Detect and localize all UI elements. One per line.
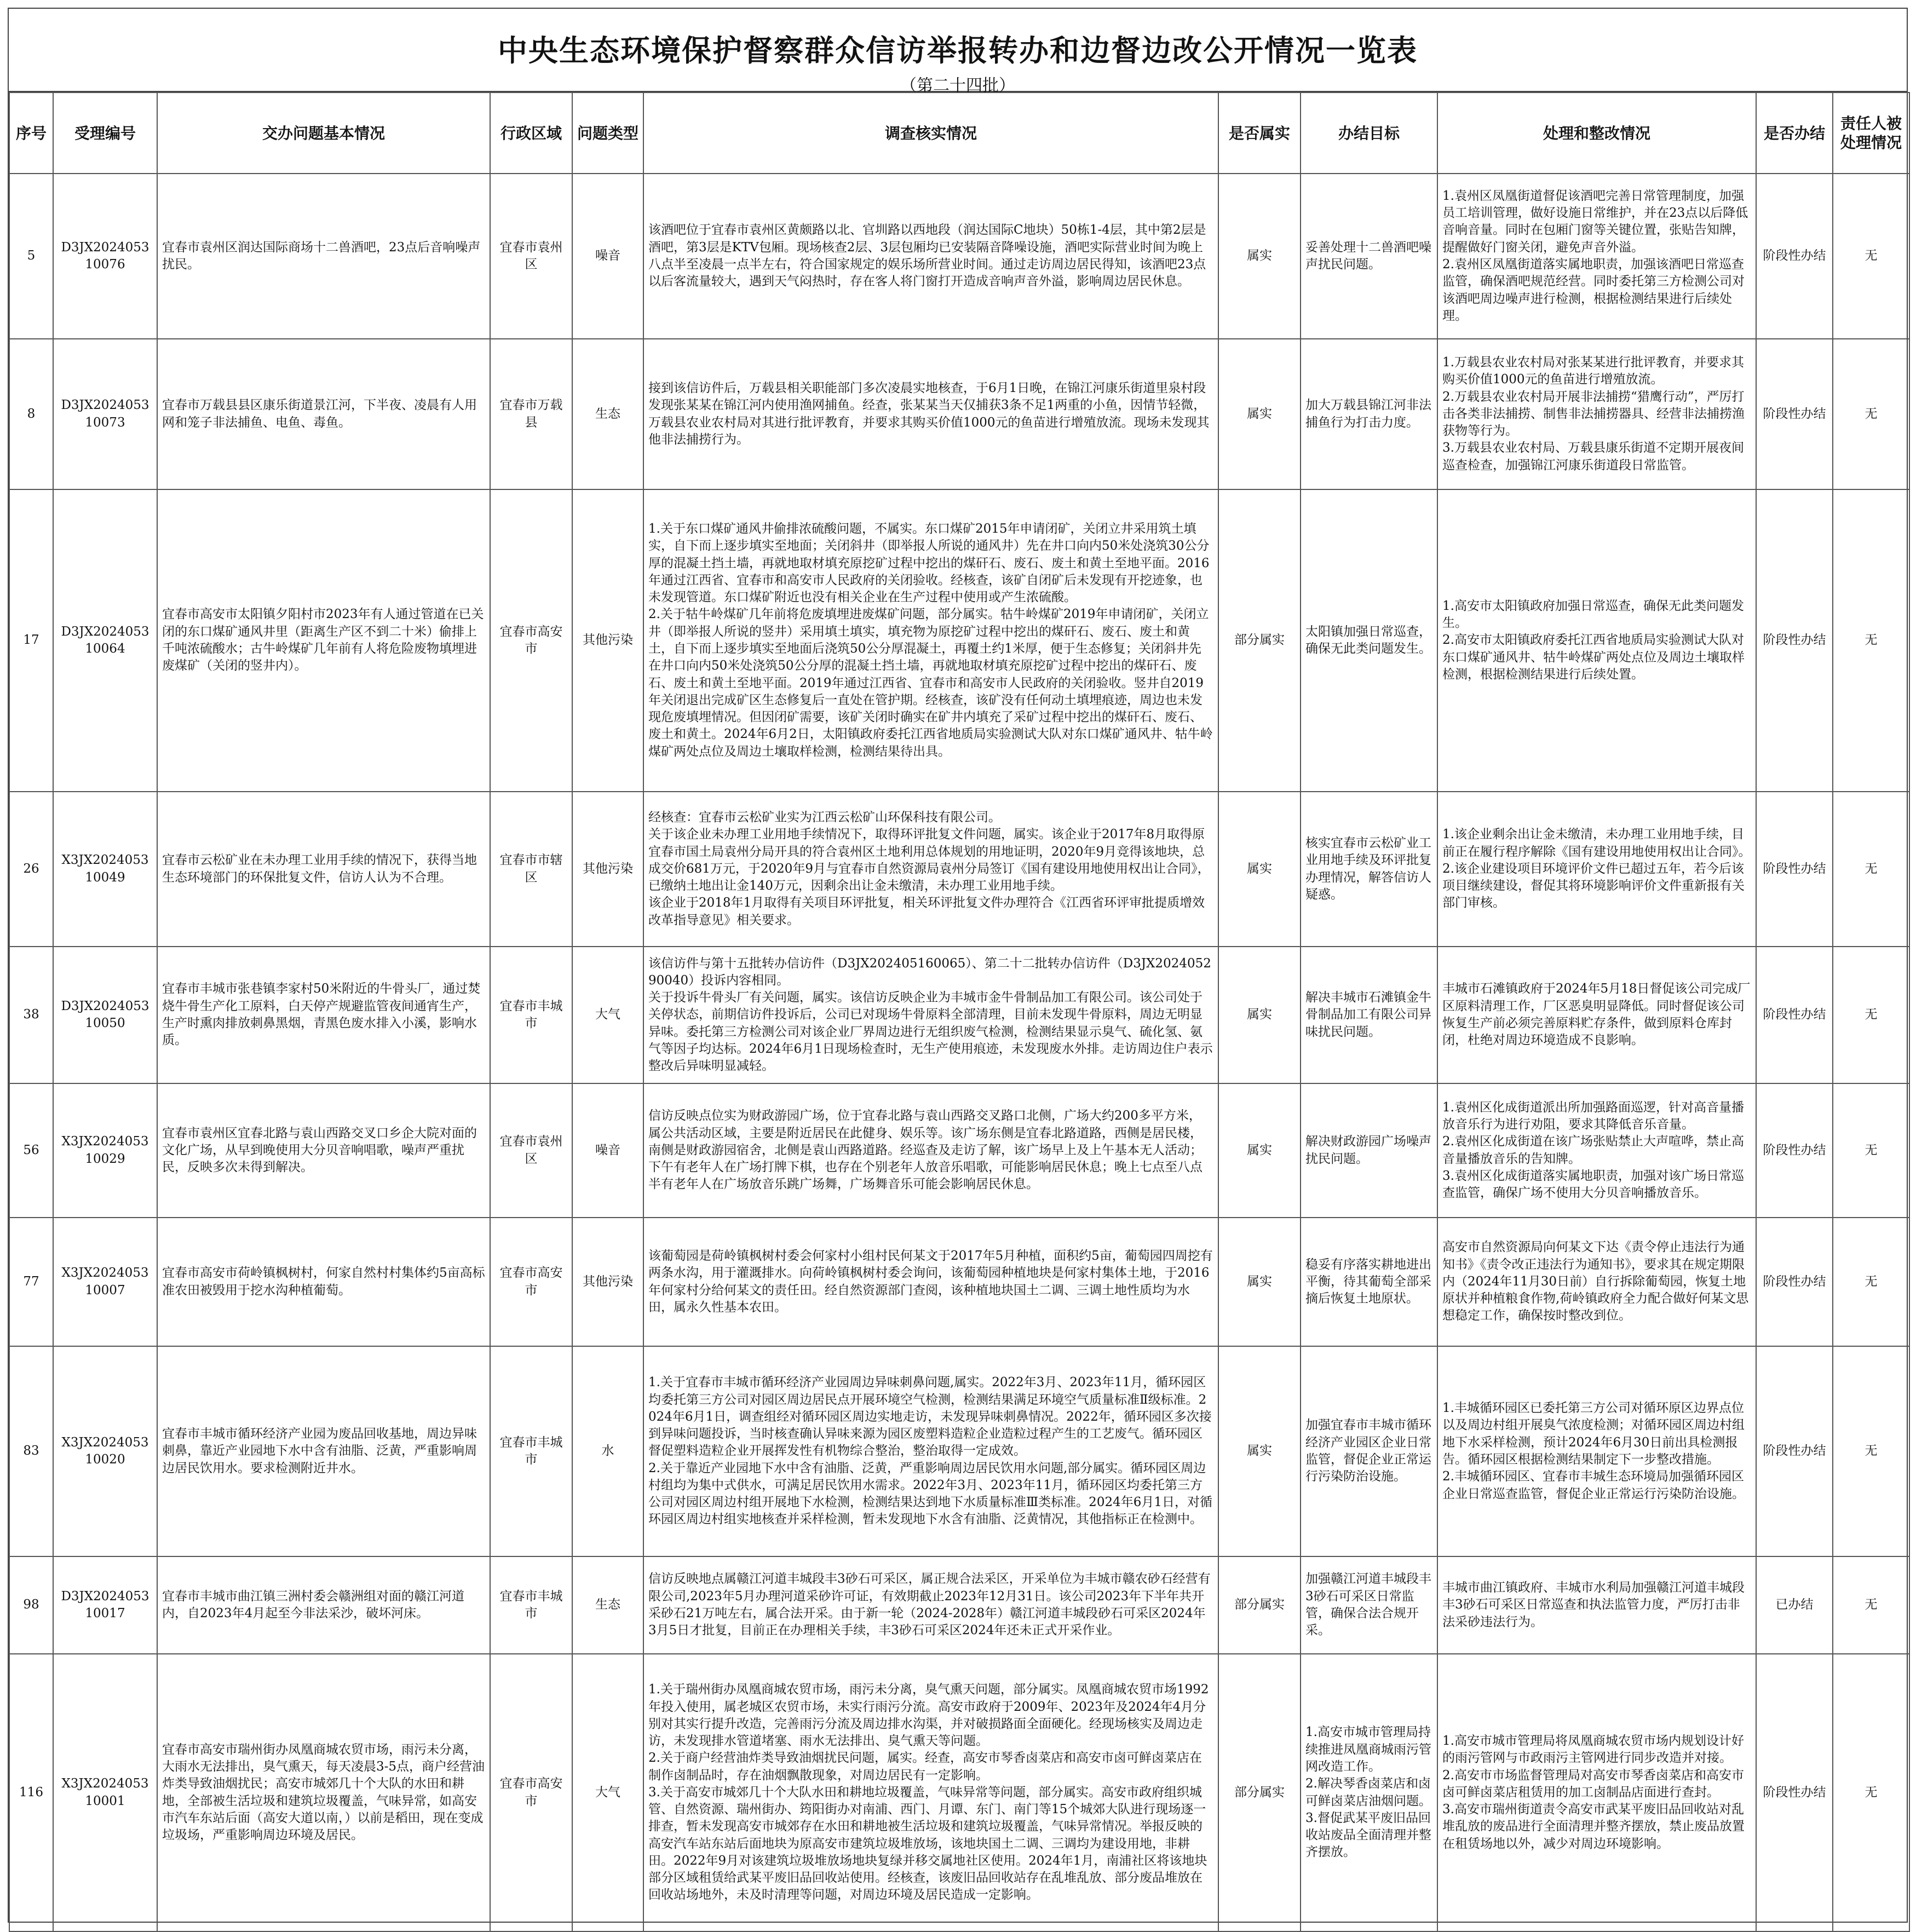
cell-accountability: 无 [1833, 1218, 1909, 1346]
cell-rectification-paragraph: 2.高安市市场监督管理局对高安市琴香卤菜店和高安市卤可鲜卤菜店租赁用的加工卤制品店面进行查封。 [1442, 1768, 1744, 1800]
cell-rectification-paragraph: 3.袁州区化成街道落实属地职责，加强对该广场日常巡查监管，确保广场不使用大分贝音响播放音乐。 [1442, 1168, 1744, 1201]
cell-completed: 阶段性办结 [1756, 1218, 1833, 1346]
table-row [9, 174, 1909, 339]
cell-investigation [643, 174, 1218, 339]
header-region: 行政区域 [490, 93, 572, 174]
cell-type: 噪音 [572, 1083, 643, 1218]
cell-accountability: 无 [1833, 1083, 1909, 1218]
cell-rectification-paragraph: 2.万载县农业农村局开展非法捕捞“猎鹰行动”，严厉打击各类非法捕捞、制售非法捕捞器具、经营非法捕捞渔获物等行为。 [1442, 389, 1745, 439]
cell-accountability: 无 [1833, 1654, 1909, 1931]
cell-case-id: D3JX202405310073 [53, 339, 157, 489]
cell-rectification-paragraph: 2.丰城循环园区、宜春市丰城生态环境局加强循环园区企业日常巡查监管，督促企业正常运行污染防治设施。 [1442, 1469, 1745, 1501]
cell-rectification [1437, 792, 1756, 947]
cell-completed: 阶段性办结 [1756, 792, 1833, 947]
cell-investigation [643, 1556, 1218, 1654]
cell-investigation [643, 1346, 1218, 1556]
cell-case-id: X3JX202405310007 [53, 1218, 157, 1346]
cell-rectification [1437, 1556, 1756, 1654]
cell-accountability: 无 [1833, 792, 1909, 947]
cell-index: 56 [9, 1083, 53, 1218]
cell-index: 5 [9, 174, 53, 339]
table-row [9, 339, 1909, 489]
cell-verified: 部分属实 [1218, 1654, 1301, 1931]
header-completed: 是否办结 [1756, 93, 1833, 174]
page-subtitle: （第二十四批） [900, 76, 1015, 95]
cell-case-id: D3JX202405310064 [53, 489, 157, 792]
table-row [9, 489, 1909, 792]
cell-issue: 宜春市袁州区润达国际商场十二兽酒吧，23点后音响噪声扰民。 [157, 174, 490, 339]
cell-goal: 稳妥有序落实耕地进出平衡，待其葡萄全部采摘后恢复土地原状。 [1301, 1218, 1437, 1346]
cell-region: 宜春市丰城市 [490, 947, 572, 1083]
cell-index: 83 [9, 1346, 53, 1556]
table-row [9, 1556, 1909, 1654]
cell-investigation-paragraph: 该酒吧位于宜春市袁州区黄颇路以北、官圳路以西地段（润达国际C地块）50栋1-4层，其中第2层是酒吧，第3层是KTV包厢。现场核查2层、3层包厢均已安装隔音降噪设施，酒吧实际营业时间为晚上八点半至凌晨一点半左右，符合国家规定的娱乐场所营业时间。通过走访周边居民得知，该酒吧23点以后客流量较大，遇到天气闷热时，存在客人将门窗打开造成音响声音外溢，影响周边居民休息。 [648, 223, 1206, 289]
header-goal: 办结目标 [1301, 93, 1437, 174]
cell-rectification-paragraph: 3.高安市瑞州街道责令高安市武某平废旧品回收站对乱堆乱放的废品进行全面清理并整齐摆放，禁止废品放置在租赁场地以外，减少对周边环境影响。 [1442, 1802, 1745, 1851]
cell-case-id: X3JX202405310001 [53, 1654, 157, 1931]
cell-rectification [1437, 1218, 1756, 1346]
cell-investigation [643, 339, 1218, 489]
cell-investigation-paragraph: 该企业于2018年1月取得有关项目环评批复，相关环评批复文件办理符合《江西省环评审批提质增效改革指导意见》相关要求。 [648, 896, 1205, 927]
cell-investigation [643, 947, 1218, 1083]
cell-accountability: 无 [1833, 174, 1909, 339]
document-page [8, 8, 1908, 1923]
header-issue: 交办问题基本情况 [157, 93, 490, 174]
cell-issue: 宜春市丰城市张巷镇李家村50米附近的牛骨头厂，通过焚烧牛骨生产化工原料，白天停产规避监管夜间通宵生产，生产时熏肉排放刺鼻黑烟，青黑色废水排入小溪，影响水质。 [157, 947, 490, 1083]
cell-rectification [1437, 947, 1756, 1083]
cell-investigation-paragraph: 2.关于靠近产业园地下水中含有油脂、泛黄，严重影响周边居民饮用水问题,部分属实。循环园区周边村组均为集中式供水，可满足居民饮用水需求。2022年3月、2023年11月，循环园区均委托第三方公司对园区周边村组开展地下水检测，检测结果达到地下水质量标准Ⅲ类标准。2024年6月1日，对循环园区周边村组实地核查并采样检测，暂未发现地下水含有油脂、泛黄情况，其他指标正在检测中。 [648, 1461, 1212, 1527]
table-header-row [9, 93, 1909, 174]
cell-completed: 阶段性办结 [1756, 489, 1833, 792]
header-type: 问题类型 [572, 93, 643, 174]
cell-rectification-paragraph: 1.丰城循环园区已委托第三方公司对循环原区边界点位以及周边村组开展臭气浓度检测；对循环园区周边村组地下水采样检测，预计2024年6月30日前出具检测报告。循环园区根据检测结果制定下一步整改措施。 [1442, 1401, 1745, 1467]
cell-verified: 部分属实 [1218, 489, 1301, 792]
cell-investigation-paragraph: 信访反映点位实为财政游园广场，位于宜春北路与袁山西路交叉路口北侧，广场大约200多平方米，属公共活动区域，主要是附近居民在此健身、娱乐等。该广场东侧是宜春北路道路，西侧是居民楼，南侧是财政游园宿舍，北侧是袁山西路道路。经巡查及走访了解，该广场早上及上午基本无人活动；下午有老年人在广场打牌下棋，也存在个别老年人放音乐唱歌，可能影响居民休息；晚上七点至八点半有老年人在广场放音乐跳广场舞，广场舞音乐可能会影响居民休息。 [648, 1109, 1202, 1192]
header-case-id: 受理编号 [53, 93, 157, 174]
cell-index: 38 [9, 947, 53, 1083]
cell-completed: 已办结 [1756, 1556, 1833, 1654]
cell-type: 其他污染 [572, 1218, 643, 1346]
report-table [9, 92, 1910, 1932]
cell-investigation-paragraph: 2.关于牯牛岭煤矿几年前将危废填埋进废煤矿问题，部分属实。牯牛岭煤矿2019年申请闭矿，关闭立井（即举报人所说的竖井）采用填土填实，填充物为原挖矿过程中挖出的煤矸石、废石、废土和黄土，自下而上逐步填实至地面后浇筑50公分厚混凝土，再覆土约1米厚，便于生态修复；关闭斜井先在井口向内50米处浇筑50公分厚的混凝土挡土墙，再就地取材填充原挖矿过程中挖出的煤矸石、废石、废土和黄土至地平面。2019年通过江西省、宜春市和高安市人民政府的关闭验收。竖井自2019年关闭退出完成矿区生态修复后一直处在管护期。经核查，该矿没有任何动土填埋痕迹，周边也未发现危废填埋情况。但因闭矿需要，该矿关闭时确实在矿井内填充了采矿过程中挖出的煤矸石、废石、废土和黄土。2024年6月2日，太阳镇政府委托江西省地质局实验测试大队对东口煤矿通风井、牯牛岭煤矿两处点位及周边土壤取样检测，检测结果待出具。 [648, 607, 1213, 759]
table-row [9, 1218, 1909, 1346]
cell-investigation-paragraph: 1.关于东口煤矿通风井偷排浓硫酸问题，不属实。东口煤矿2015年申请闭矿，关闭立井采用筑土填实，自下而上逐步填实至地面；关闭斜井（即举报人所说的通风井）先在井口向内50米处浇筑30公分厚的混凝土挡土墙，再就地取材填充原挖矿过程中挖出的煤矸石、废石、废土和黄土至地平面。2016年通过江西省、宜春市和高安市人民政府的关闭验收。经核查，该矿自闭矿后未发现有开挖迹象，也未发现管道。东口煤矿附近也没有相关企业在生产过程中使用或产生浓硫酸。 [648, 522, 1210, 605]
cell-rectification-paragraph: 1.袁州区化成街道派出所加强路面巡逻，针对高音量播放音乐行为进行劝阻，要求其降低音乐音量。 [1442, 1100, 1744, 1132]
cell-index: 98 [9, 1556, 53, 1654]
cell-index: 8 [9, 339, 53, 489]
cell-issue: 宜春市丰城市曲江镇三洲村委会赣洲组对面的赣江河道内，自2023年4月起至今非法采沙，破坏河床。 [157, 1556, 490, 1654]
cell-case-id: X3JX202405310029 [53, 1083, 157, 1218]
header-index: 序号 [9, 93, 53, 174]
cell-region: 宜春市高安市 [490, 489, 572, 792]
cell-goal-paragraph: 3.督促武某平废旧品回收站废品全面清理并整齐摆放。 [1305, 1810, 1431, 1860]
cell-investigation-paragraph: 1.关于宜春市丰城市循环经济产业园周边异味刺鼻问题,属实。2022年3月、2023年11月，循环园区均委托第三方公司对园区周边居民点开展环境空气检测，检测结果满足环境空气质量标准Ⅱ级标准。2024年6月1日，调查组经对循环园区周边实地走访，未发现异味刺鼻情况。2022年，循环园区多次接到异味问题投诉，当时核查确认异味来源为园区废塑料造粒企业造粒过程产生的工艺废气。循环园区督促塑料造粒企业开展挥发性有机物综合整治，整治取得一定成效。 [648, 1375, 1212, 1458]
cell-investigation-paragraph: 该信访件与第十五批转办信访件（D3JX202405160065）、第二十二批转办信访件（D3JX202405290040）投诉内容相同。 [648, 956, 1211, 988]
cell-goal: 太阳镇加强日常巡查，确保无此类问题发生。 [1301, 489, 1437, 792]
cell-rectification-paragraph: 1.高安市城市管理局将凤凰商城农贸市场内规划设计好的雨污管网与市政雨污主管网进行同步改造并对接。 [1442, 1734, 1744, 1766]
cell-goal-paragraph: 2.解决琴香卤菜店和卤可鲜卤菜店油烟问题。 [1305, 1777, 1431, 1808]
cell-case-id: X3JX202405310049 [53, 792, 157, 947]
table-row [9, 1654, 1909, 1931]
cell-investigation-paragraph: 关于投诉牛骨头厂有关问题，属实。该信访反映企业为丰城市金牛骨制品加工有限公司。该公司处于关停状态，前期信访件投诉后，公司已对现场牛骨原料全部清理，目前未发现牛骨原料，周边无明显异味。委托第三方检测公司对该企业厂界周边进行无组织废气检测，检测结果显示臭气、硫化氢、氨气等因子均达标。2024年6月1日现场检查时，无生产使用痕迹，未发现废水外排。走访周边住户表示整改后异味明显减轻。 [648, 990, 1213, 1074]
cell-verified: 属实 [1218, 792, 1301, 947]
cell-issue: 宜春市高安市瑞州街办凤凰商城农贸市场，雨污未分离，大雨水无法排出，臭气熏天，每天凌晨3-5点，商户经营油炸类导致油烟扰民；高安市城郊几十个大队的水田和耕地，全部被生活垃圾和建筑垃圾覆盖，气味异常，如高安市汽车东站后面（高安大道以南，）以前是稻田，现在变成垃圾场，严重影响周边环境及居民。 [157, 1654, 490, 1931]
cell-rectification-paragraph: 3.万载县农业农村局、万载县康乐街道不定期开展夜间巡查检查，加强锦江河康乐街道段日常监管。 [1442, 441, 1744, 472]
cell-type: 大气 [572, 1654, 643, 1931]
cell-accountability: 无 [1833, 339, 1909, 489]
cell-rectification-paragraph: 高安市自然资源局向何某文下达《责令停止违法行为通知书》《责令改正违法行为通知书》，要求其在规定期限内（2024年11月30日前）自行拆除葡萄园，恢复土地原状并种植粮食作物,荷岭镇政府全力配合做好何某文思想稳定工作，确保按时整改到位。 [1442, 1240, 1749, 1323]
cell-accountability: 无 [1833, 1556, 1909, 1654]
table-row [9, 792, 1909, 947]
cell-region: 宜春市高安市 [490, 1218, 572, 1346]
cell-case-id: D3JX202405310050 [53, 947, 157, 1083]
cell-rectification-paragraph: 丰城市曲江镇政府、丰城市水利局加强赣江河道丰城段丰3砂石可采区日常巡查和执法监管力度，严厉打击非法采砂违法行为。 [1442, 1581, 1745, 1629]
cell-region: 宜春市高安市 [490, 1654, 572, 1931]
cell-issue: 宜春市袁州区宜春北路与袁山西路交叉口乡企大院对面的文化广场，从早到晚使用大分贝音响唱歌，噪声严重扰民，反映多次未得到解决。 [157, 1083, 490, 1218]
cell-verified: 属实 [1218, 339, 1301, 489]
cell-case-id: X3JX202405310020 [53, 1346, 157, 1556]
cell-type: 生态 [572, 339, 643, 489]
cell-investigation-paragraph: 接到该信访件后，万载县相关职能部门多次凌晨实地核查，于6月1日晚，在锦江河康乐街道里泉村段发现张某某在锦江河内使用渔网捕鱼。经查，张某某当天仅捕获3条不足1两重的小鱼，因情节轻微，万载县农业农村局对其进行批评教育，并要求其购买价值1000元的鱼苗进行增殖放流。现场未发现其他非法捕捞行为。 [648, 380, 1210, 447]
cell-type: 噪音 [572, 174, 643, 339]
cell-rectification-paragraph: 2.袁州区凤凰街道落实属地职责，加强该酒吧日常巡查监管，确保酒吧规范经营。同时委托第三方检测公司对该酒吧周边噪声进行检测，根据检测结果进行后续处理。 [1442, 257, 1745, 323]
cell-case-id: D3JX202405310076 [53, 174, 157, 339]
cell-goal: 核实宜春市云松矿业工业用地手续及环评批复办理情况，解答信访人疑惑。 [1301, 792, 1437, 947]
cell-region: 宜春市万载县 [490, 339, 572, 489]
cell-goal: 解决丰城市石滩镇金牛骨制品加工有限公司异味扰民问题。 [1301, 947, 1437, 1083]
cell-issue: 宜春市云松矿业在未办理工业用手续的情况下，获得当地生态环境部门的环保批复文件，信访人认为不合理。 [157, 792, 490, 947]
cell-rectification [1437, 1346, 1756, 1556]
cell-issue: 宜春市万载县县区康乐街道景江河，下半夜、凌晨有人用网和笼子非法捕鱼、电鱼、毒鱼。 [157, 339, 490, 489]
cell-index: 17 [9, 489, 53, 792]
cell-region: 宜春市丰城市 [490, 1346, 572, 1556]
cell-investigation [643, 792, 1218, 947]
header-rectification: 处理和整改情况 [1437, 93, 1756, 174]
cell-rectification [1437, 339, 1756, 489]
cell-case-id: D3JX202405310017 [53, 1556, 157, 1654]
header-investigation: 调查核实情况 [643, 93, 1218, 174]
cell-verified: 部分属实 [1218, 1556, 1301, 1654]
cell-verified: 属实 [1218, 1346, 1301, 1556]
cell-type: 大气 [572, 947, 643, 1083]
cell-rectification [1437, 1083, 1756, 1218]
cell-completed: 阶段性办结 [1756, 174, 1833, 339]
cell-investigation-paragraph: 关于该企业未办理工业用地手续情况下，取得环评批复文件问题，属实。该企业于2017年8月取得原宜春市国土局袁州分局开具的符合袁州区土地利用总体规划的用地证明，2020年9月竞得该地块，总成交价681万元，于2020年9月与宜春市自然资源局袁州分局签订《国有建设用地使用权出让合同》，已缴纳土地出让金140万元，因剩余出让金未缴清，未办理工业用地手续。 [648, 827, 1210, 893]
cell-index: 77 [9, 1218, 53, 1346]
table-row [9, 1346, 1909, 1556]
cell-investigation [643, 489, 1218, 792]
cell-rectification-paragraph: 1.该企业剩余出让金未缴清，未办理工业用地手续，目前正在履行程序解除《国有建设用地使用权出让合同》。 [1442, 827, 1751, 859]
cell-verified: 属实 [1218, 174, 1301, 339]
cell-investigation-paragraph: 3.关于高安市城郊几十个大队水田和耕地垃圾覆盖，气味异常等问题，部分属实。高安市政府组织城管、自然资源、瑞州街办、筠阳街办对南浦、西门、月谭、东门、南门等15个城郊大队进行现场逐一排查，暂未发现高安市城郊存在水田和耕地被生活垃圾和建筑垃圾覆盖，气味异常情况。举报反映的高安汽车站东站后面地块为原高安市建筑垃圾堆放场，该地块国土二调、三调均为建设用地，非耕田。2022年9月对该建筑垃圾堆放场地块复绿并移交属地社区使用。2024年1月，南浦社区将该地块部分区域租赁给武某平废旧品回收站使用。经核查，该废旧品回收站存在乱堆乱放、部分废品堆放在回收站场地外，未及时清理等问题，对周边环境及居民造成一定影响。 [648, 1785, 1207, 1902]
page-title: 中央生态环境保护督察群众信访举报转办和边督边改公开情况一览表 [498, 33, 1418, 68]
cell-goal: 妥善处理十二兽酒吧噪声扰民问题。 [1301, 174, 1437, 339]
header-verified: 是否属实 [1218, 93, 1301, 174]
cell-issue: 宜春市高安市荷岭镇枫树村，何家自然村村集体约5亩高标准农田被毁用于挖水沟种植葡萄。 [157, 1218, 490, 1346]
cell-investigation-paragraph: 1.关于瑞州街办凤凰商城农贸市场，雨污未分离，臭气熏天问题，部分属实。凤凰商城农贸市场1992年投入使用，属老城区农贸市场，未实行雨污分流。高安市政府于2009年、2023年及2024年4月分别对其实行提升改造，完善雨污分流及周边排水沟渠，并对破损路面全面硬化。经现场核实及周边走访，未发现排水管道堵塞、雨水无法排出、臭气熏天等问题。 [648, 1682, 1209, 1749]
cell-completed: 阶段性办结 [1756, 1346, 1833, 1556]
cell-goal [1301, 1654, 1437, 1931]
cell-verified: 属实 [1218, 1218, 1301, 1346]
cell-region: 宜春市丰城市 [490, 1556, 572, 1654]
cell-rectification [1437, 489, 1756, 792]
cell-type: 生态 [572, 1556, 643, 1654]
cell-index: 26 [9, 792, 53, 947]
table-body [9, 174, 1909, 1931]
cell-issue: 宜春市丰城市循环经济产业园为废品回收基地，周边异味刺鼻，靠近产业园地下水中含有油脂、泛黄，严重影响周边居民饮用水。要求检测附近井水。 [157, 1346, 490, 1556]
cell-completed: 阶段性办结 [1756, 947, 1833, 1083]
cell-investigation [643, 1654, 1218, 1931]
cell-completed: 阶段性办结 [1756, 339, 1833, 489]
cell-accountability: 无 [1833, 1346, 1909, 1556]
cell-goal-paragraph: 1.高安市城市管理局持续推进凤凰商城雨污管网改造工作。 [1305, 1725, 1431, 1774]
cell-region: 宜春市袁州区 [490, 1083, 572, 1218]
cell-rectification-paragraph: 2.袁州区化成街道在该广场张贴禁止大声喧哗，禁止高音量播放音乐的告知牌。 [1442, 1134, 1744, 1166]
cell-goal: 加强赣江河道丰城段丰3砂石可采区日常监管，确保合法合规开采。 [1301, 1556, 1437, 1654]
cell-rectification-paragraph: 1.万载县农业农村局对张某某进行批评教育，并要求其购买价值1000元的鱼苗进行增殖放流。 [1442, 355, 1744, 387]
cell-region: 宜春市袁州区 [490, 174, 572, 339]
cell-verified: 属实 [1218, 947, 1301, 1083]
cell-issue: 宜春市高安市太阳镇夕阳村市2023年有人通过管道在已关闭的东口煤矿通风井里（距离生产区不到二十米）偷排上千吨浓硫酸水；古牛岭煤矿几年前有人将危险废物填埋进废煤矿（关闭的竖井内）。 [157, 489, 490, 792]
cell-completed: 阶段性办结 [1756, 1083, 1833, 1218]
cell-investigation-paragraph: 信访反映地点属赣江河道丰城段丰3砂石可采区，属正规合法采区，开采单位为丰城市赣农砂石经营有限公司,2023年5月办理河道采砂许可证，有效期截止2023年12月31日。该公司2023年下半年共开采砂石21万吨左右，属合法开采。由于新一轮（2024-2028年）赣江河道丰城段砂石可采区2024年3月5日才批复，目前正在办理相关手续，丰3砂石可采区2024年还未正式开采作业。 [648, 1572, 1211, 1638]
header-accountability: 责任人被处理情况 [1833, 93, 1909, 174]
cell-goal: 加大万载县锦江河非法捕鱼行为打击力度。 [1301, 339, 1437, 489]
cell-investigation-paragraph: 经核查：宜春市云松矿业实为江西云松矿山环保科技有限公司。 [648, 810, 1001, 825]
cell-rectification [1437, 1654, 1756, 1931]
cell-rectification [1437, 174, 1756, 339]
cell-rectification-paragraph: 1.高安市太阳镇政府加强日常巡查，确保无此类问题发生。 [1442, 598, 1744, 631]
cell-type: 其他污染 [572, 489, 643, 792]
cell-completed: 阶段性办结 [1756, 1654, 1833, 1931]
cell-index: 116 [9, 1654, 53, 1931]
cell-goal: 加强宜春市丰城市循环经济产业园区企业日常监管，督促企业正常运行污染防治设施。 [1301, 1346, 1437, 1556]
table-row [9, 1083, 1909, 1218]
cell-investigation-paragraph: 2.关于商户经营油炸类导致油烟扰民问题，属实。经查，高安市琴香卤菜店和高安市卤可鲜卤菜店在制作卤制品时，存在油烟飘散现象，对周边居民有一定影响。 [648, 1751, 1202, 1783]
cell-region: 宜春市市辖区 [490, 792, 572, 947]
cell-investigation-paragraph: 该葡萄园是荷岭镇枫树村委会何家村小组村民何某文于2017年5月种植，面积约5亩，葡萄园四周挖有两条水沟，用于灌溉排水。向荷岭镇枫树村委会询问，该葡萄园种植地块是何家村集体土地，于2016年何家村分给何某文的责任田。经自然资源部门查阅，该种植地块国土二调、三调土地性质均为水田，属永久性基本农田。 [648, 1248, 1213, 1314]
document-header [9, 9, 1907, 95]
cell-type: 水 [572, 1346, 643, 1556]
cell-rectification-paragraph: 2.高安市太阳镇政府委托江西省地质局实验测试大队对东口煤矿通风井、牯牛岭煤矿两处点位及周边土壤取样检测，根据检测结果进行后续处置。 [1442, 633, 1745, 682]
cell-verified: 属实 [1218, 1083, 1301, 1218]
cell-rectification-paragraph: 2.该企业建设项目环境评价文件已超过五年，若今后该项目继续建设，督促其将环境影响评价文件重新报有关部门审核。 [1442, 861, 1745, 910]
cell-rectification-paragraph: 1.袁州区凤凰街道督促该酒吧完善日常管理制度，加强员工培训管理，做好设施日常维护，并在23点以后降低音响音量。同时在包厢门窗等关键位置，张贴告知牌，提醒做好门窗关闭，避免声音外溢。 [1442, 188, 1748, 255]
cell-goal: 解决财政游园广场噪声扰民问题。 [1301, 1083, 1437, 1218]
cell-accountability: 无 [1833, 947, 1909, 1083]
table-row [9, 947, 1909, 1083]
cell-rectification-paragraph: 丰城市石滩镇政府于2024年5月18日督促该公司完成厂区原料清理工作，厂区恶臭明显降低。同时督促该公司恢复生产前必须完善原料贮存条件，做到原料仓库封闭，杜绝对周边环境造成不良影响。 [1442, 982, 1751, 1048]
cell-type: 其他污染 [572, 792, 643, 947]
cell-investigation [643, 1083, 1218, 1218]
cell-investigation [643, 1218, 1218, 1346]
cell-accountability: 无 [1833, 489, 1909, 792]
